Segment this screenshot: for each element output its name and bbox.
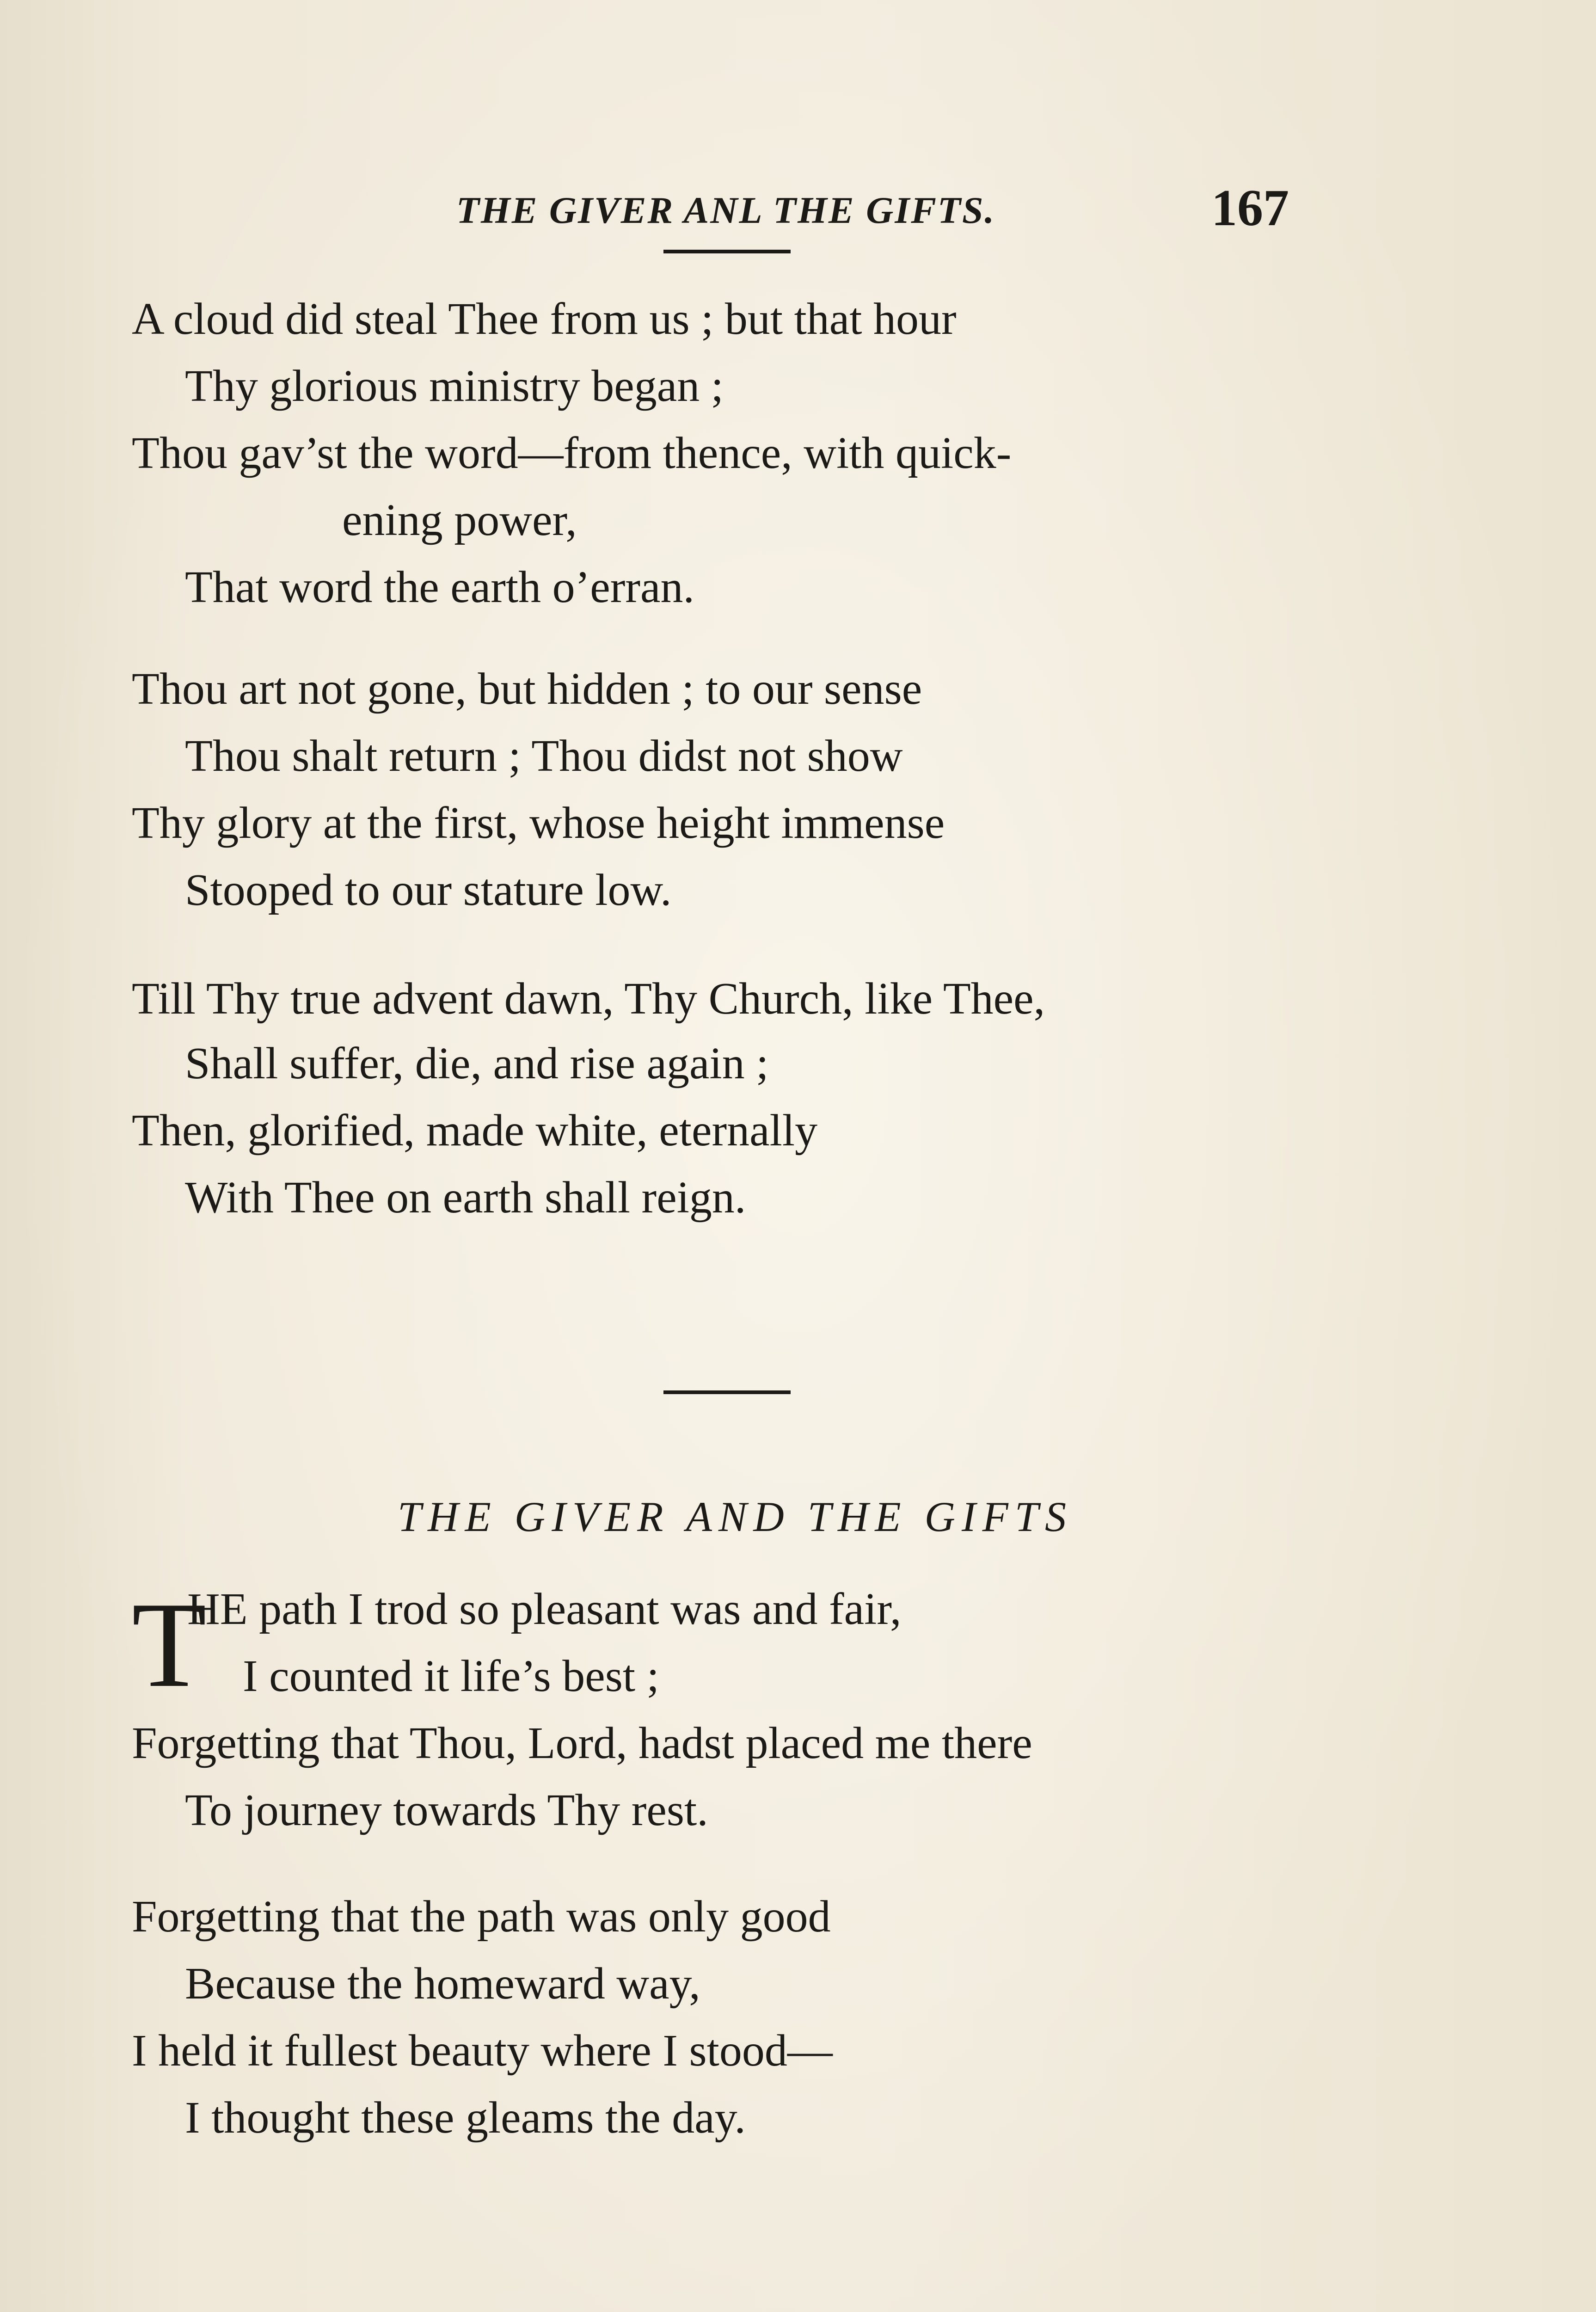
- verse-line: To journey towards Thy rest.: [185, 1785, 708, 1835]
- verse-line: Forgetting that the path was only good: [132, 1892, 831, 1942]
- verse-line: Then, glorified, made white, eternally: [132, 1106, 818, 1156]
- drop-cap: T: [132, 1577, 207, 1713]
- verse-line: Because the homeward way,: [185, 1959, 700, 2009]
- verse-line: With Thee on earth shall reign.: [185, 1173, 746, 1223]
- page-header: [0, 178, 1596, 243]
- verse-line: Till Thy true advent dawn, Thy Church, like Thee,: [132, 974, 1045, 1024]
- verse-line: Stooped to our stature low.: [185, 865, 672, 915]
- verse-line: Thou shalt return ; Thou didst not show: [185, 731, 903, 781]
- verse-line: Shall suffer, die, and rise again ;: [185, 1039, 769, 1088]
- verse-line: Thy glory at the first, whose height immense: [132, 798, 945, 848]
- verse-line: ening power,: [342, 495, 577, 545]
- verse-line: A cloud did steal Thee from us ; but that hour: [132, 294, 957, 344]
- verse-line: I thought these gleams the day.: [185, 2093, 746, 2143]
- section-rule: [663, 1390, 791, 1394]
- header-rule: [663, 250, 791, 253]
- poem-title: THE GIVER AND THE GIFTS: [397, 1493, 1073, 1540]
- verse-line: Forgetting that Thou, Lord, hadst placed me there: [132, 1718, 1032, 1768]
- page-number: 167: [1211, 179, 1289, 237]
- verse-line: That word the earth o’erran.: [185, 562, 694, 612]
- verse-line: Thou art not gone, but hidden ; to our sense: [132, 664, 922, 714]
- verse-line: Thy glorious ministry began ;: [185, 361, 724, 411]
- verse-line: I counted it life’s best ;: [243, 1651, 659, 1701]
- verse-line: I held it fullest beauty where I stood—: [132, 2026, 833, 2076]
- running-head: THE GIVER ANL THE GIFTS.: [456, 189, 996, 231]
- verse-line: Thou gav’st the word—from thence, with quick-: [132, 428, 1012, 478]
- verse-line: HE path I trod so pleasant was and fair,: [187, 1584, 902, 1634]
